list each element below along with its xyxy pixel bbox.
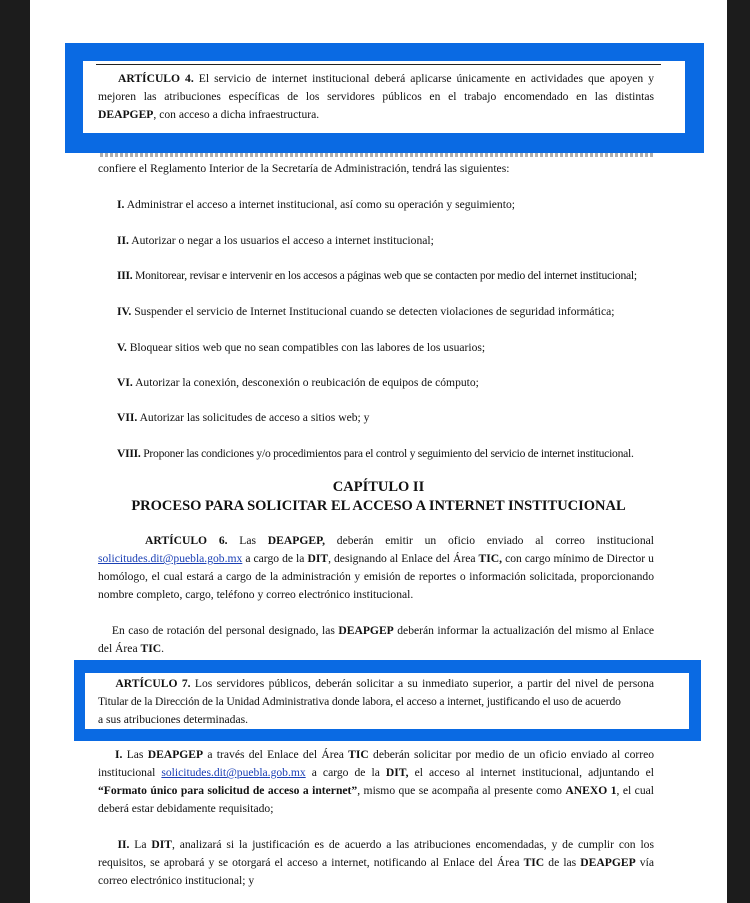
procedure-fraction-1: I. Las DEAPGEP a través del Enlace del Área TIC deberán solicitar por medio de un oficio enviado al correo institucional solicitudes.dit@puebla.gob.mx a cargo de la DIT, el acceso al internet institucional, adjuntando el “Formato único para solicitud de acceso a internet”, mismo que se acompaña al presente como ANEXO 1, el cual deberá estar debidamente requisitado; (98, 748, 655, 815)
fraction-item (117, 268, 637, 284)
divider-line (96, 64, 661, 65)
fraction-item (117, 304, 615, 320)
chapter-number: CAPÍTULO II (332, 479, 425, 495)
fraction-number: III. (117, 269, 133, 282)
obscured-text-strip (100, 153, 654, 157)
procedure-fraction-2: II. La DIT, analizará si la justificación es de acuerdo a las atribuciones encomendadas, y de cumplir con los requisitos, se aprobará y se otorgará el acceso a internet, notificando al Enlace del Área TIC de las DEAPGEP vía correo electrónico institucional; y (98, 838, 654, 887)
email-link[interactable]: solicitudes.dit@puebla.gob.mx (98, 552, 243, 565)
fraction-text: Autorizar o negar a los usuarios el acceso a internet institucional; (131, 234, 434, 247)
fraction-item (117, 340, 485, 356)
fraction-text: Autorizar la conexión, desconexión o reubicación de equipos de cómputo; (135, 376, 479, 389)
fraction-item (117, 410, 369, 426)
articulo-7-text: ARTÍCULO 7. Los servidores públicos, deberán solicitar a su inmediato superior, a partir del nivel de persona Titular de la Dirección de la Unidad Administrativa donde labora, el acceso a internet, justificando el uso de acuerdo a sus atribuciones determinadas. (98, 677, 654, 726)
fraction-number: VII. (117, 411, 138, 424)
fraction-item (117, 197, 515, 213)
articulo-6-text: ARTÍCULO 6. Las DEAPGEP, deberán emitir un oficio enviado al correo institucional solicitudes.dit@puebla.gob.mx a cargo de la DIT, designando al Enlace del Área TIC, con cargo mínimo de Director u homólogo, el cual estará a cargo de la administración y emisión de reportes o información solicitada, proporcionando nombre completo, cargo, teléfono y correo electrónico institucional. (98, 534, 654, 601)
articulo-5-tail: confiere el Reglamento Interior de la Secretaría de Administración, tendrá las siguientes: (98, 162, 510, 175)
articulo-4-label: ARTÍCULO 4. (117, 72, 194, 85)
email-link[interactable]: solicitudes.dit@puebla.gob.mx (161, 766, 306, 779)
articulo-6-label: ARTÍCULO 6. (145, 534, 228, 547)
articulo-7-label: ARTÍCULO 7. (115, 677, 191, 690)
fraction-item (117, 233, 434, 249)
fraction-text: Autorizar las solicitudes de acceso a sitios web; y (139, 411, 370, 424)
fraction-item (117, 375, 479, 391)
fraction-number: II. (117, 234, 129, 247)
fraction-number: VIII. (117, 447, 141, 460)
fraction-text: Proponer las condiciones y/o procedimientos para el control y seguimiento del servicio de internet institucional. (143, 447, 634, 460)
fraction-number: I. (117, 198, 125, 211)
fraction-number: V. (117, 341, 127, 354)
rotation-paragraph: En caso de rotación del personal designado, las DEAPGEP deberán informar la actualización del mismo al Enlace del Área TIC. (98, 624, 654, 655)
fraction-number: IV. (117, 305, 132, 318)
fraction-number: VI. (117, 376, 133, 389)
fraction-item (117, 446, 634, 462)
fraction-text: Bloquear sitios web que no sean compatibles con las labores de los usuarios; (129, 341, 486, 354)
fraction-text: Suspender el servicio de Internet Institucional cuando se detecten violaciones de seguridad informática; (134, 305, 615, 318)
fraction-text: Monitorear, revisar e intervenir en los accesos a páginas web que se contacten por medio del internet institucional; (135, 269, 637, 282)
fraction-text: Administrar el acceso a internet institucional, así como su operación y seguimiento; (126, 198, 515, 211)
chapter-title: PROCESO PARA SOLICITAR EL ACCESO A INTERNET INSTITUCIONAL (131, 498, 626, 514)
articulo-4-text: ARTÍCULO 4. El servicio de internet institucional deberá aplicarse únicamente en actividades que apoyen y mejoren las atribuciones específicas de los servidores públicos en el trabajo encomendado en las distintas DEAPGEP, con acceso a dicha infraestructura. (98, 72, 654, 121)
